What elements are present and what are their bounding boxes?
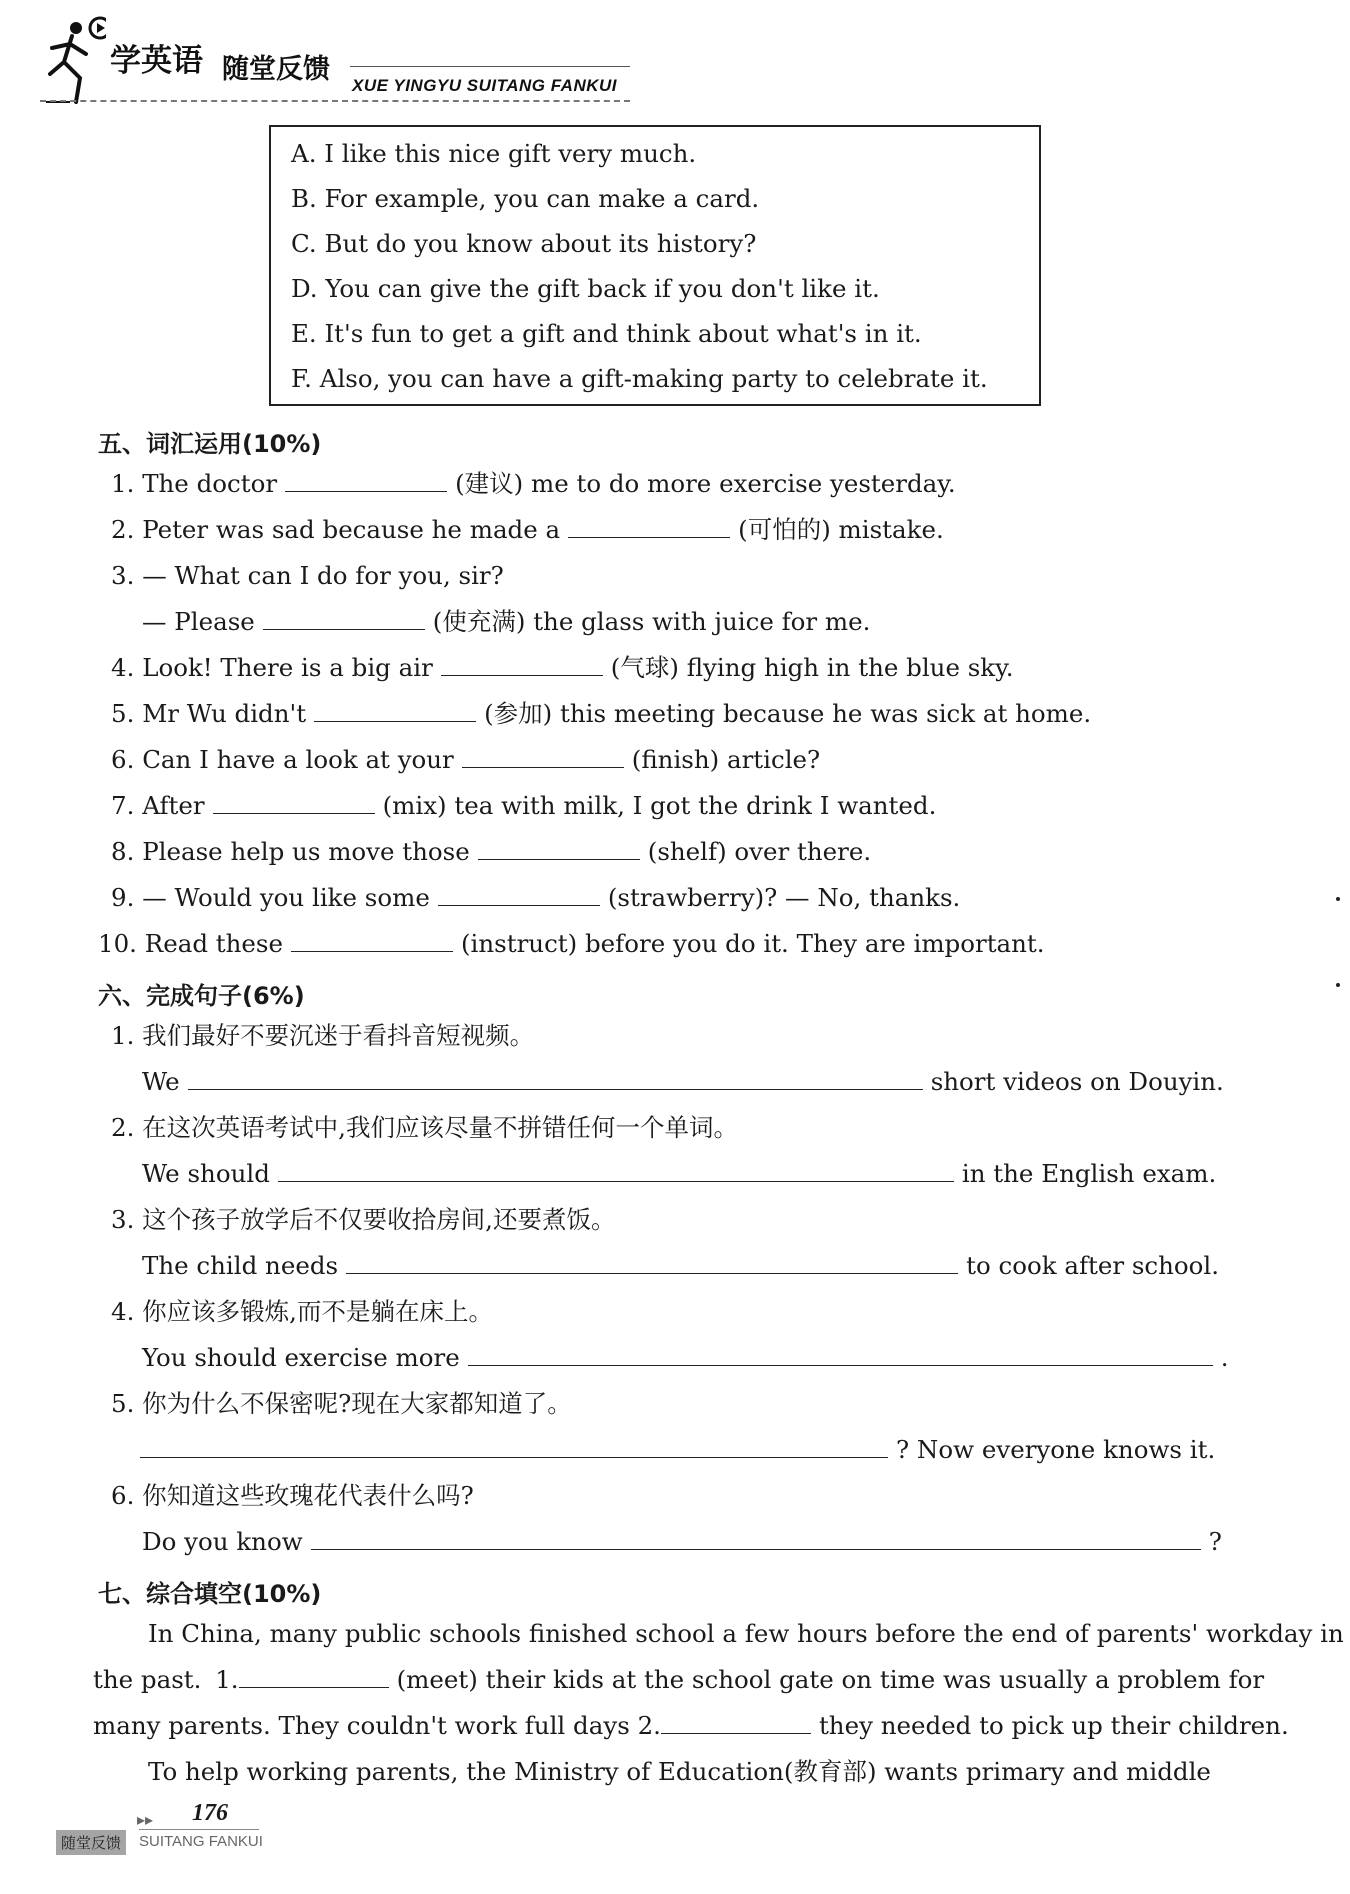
- vocab-item-6: [111, 745, 820, 775]
- sentence-stem: You should exercise more: [142, 1343, 460, 1372]
- item-text-after: (instruct) before you do it. They are important.: [461, 929, 1045, 958]
- vocab-item-10: [98, 929, 1045, 959]
- page-number: 176: [192, 1800, 228, 1826]
- item-number: 2.: [111, 515, 135, 544]
- item-number: 4.: [111, 653, 135, 682]
- answer-blank[interactable]: [188, 1067, 923, 1090]
- cloze-text: (meet) their kids at the school gate on time was usually a problem for: [396, 1665, 1265, 1694]
- vocab-item-1: [111, 469, 956, 499]
- option-f: F. Also, you can have a gift-making party to celebrate it.: [291, 364, 988, 393]
- header-title-en: XUE YINGYU SUITANG FANKUI: [352, 76, 618, 95]
- footer-label-en: SUITANG FANKUI: [139, 1833, 263, 1850]
- sentence-tail: .: [1220, 1343, 1229, 1372]
- header-title-cn: 学英语: [110, 43, 203, 79]
- item-number: 10.: [98, 929, 137, 958]
- item-text-before: Look! There is a big air: [142, 653, 433, 682]
- vocab-item-8: [111, 837, 871, 867]
- answer-blank[interactable]: [346, 1251, 958, 1274]
- answer-blank[interactable]: [441, 653, 603, 676]
- cloze-blank-1[interactable]: [239, 1665, 389, 1688]
- header-swoosh: [350, 66, 630, 67]
- answer-blank[interactable]: [468, 1343, 1213, 1366]
- item-number: 1.: [111, 469, 135, 498]
- sentence-stem: The child needs: [142, 1251, 339, 1280]
- item-text-after: (参加) this meeting because he was sick at home.: [484, 699, 1092, 728]
- item-number: 8.: [111, 837, 135, 866]
- vocab-item-3-answer: [142, 607, 870, 637]
- answer-blank[interactable]: [314, 699, 476, 722]
- footer-label-cn: 随堂反馈: [56, 1830, 126, 1855]
- sentence-tail: ?: [1208, 1527, 1222, 1556]
- item-number: 3.: [111, 561, 135, 590]
- sentence-3-answer: [142, 1251, 1219, 1281]
- vocab-item-5: [111, 699, 1091, 729]
- item-text-before: After: [142, 791, 205, 820]
- sentence-3-prompt: 3. 这个孩子放学后不仅要收拾房间,还要煮饭。: [111, 1205, 616, 1234]
- item-text-after: (建议) me to do more exercise yesterday.: [455, 469, 956, 498]
- option-a: A. I like this nice gift very much.: [291, 139, 697, 168]
- item-text-before: Peter was sad because he made a: [142, 515, 561, 544]
- item-text-before: — Please: [142, 607, 255, 636]
- cloze-text: many parents. They couldn't work full days: [93, 1711, 630, 1740]
- item-number: 6.: [111, 745, 135, 774]
- vocab-item-4: [111, 653, 1014, 683]
- section-7-title: 七、综合填空(10%): [98, 1580, 322, 1608]
- option-b: B. For example, you can make a card.: [291, 184, 760, 213]
- item-text-before: — Would you like some: [142, 883, 430, 912]
- sentence-2-prompt: 2. 在这次英语考试中,我们应该尽量不拼错任何一个单词。: [111, 1113, 738, 1142]
- section-5-title: 五、词汇运用(10%): [98, 430, 322, 458]
- cloze-blank-2[interactable]: [661, 1711, 811, 1734]
- answer-blank[interactable]: [311, 1527, 1201, 1550]
- sentence-1-answer: [142, 1067, 1224, 1097]
- sentence-2-answer: [142, 1159, 1216, 1189]
- item-text-after: (可怕的) mistake.: [738, 515, 944, 544]
- runner-play-icon: [40, 14, 106, 106]
- answer-blank[interactable]: [278, 1159, 954, 1182]
- cloze-line-1: In China, many public schools finished school a few hours before the end of parents' workday in: [148, 1619, 1344, 1648]
- cloze-text: the past.: [93, 1665, 202, 1694]
- option-d: D. You can give the gift back if you don't like it.: [291, 274, 880, 303]
- sentence-stem: We: [142, 1067, 180, 1096]
- cloze-number: 2.: [637, 1711, 661, 1740]
- answer-blank[interactable]: [140, 1435, 888, 1458]
- answer-blank[interactable]: [263, 607, 425, 630]
- answer-blank[interactable]: [568, 515, 730, 538]
- header-divider: [40, 100, 630, 102]
- sentence-tail: to cook after school.: [966, 1251, 1220, 1280]
- item-text-before: Read these: [144, 929, 283, 958]
- answer-blank[interactable]: [291, 929, 453, 952]
- answer-blank[interactable]: [438, 883, 600, 906]
- option-c: C. But do you know about its history?: [291, 229, 757, 258]
- vocab-item-9: [111, 883, 960, 913]
- sentence-tail: in the English exam.: [961, 1159, 1217, 1188]
- scan-mark: [1336, 897, 1340, 901]
- header-subtitle-cn: 随堂反馈: [222, 54, 330, 85]
- cloze-line-4: To help working parents, the Ministry of Education(教育部) wants primary and middle: [148, 1757, 1211, 1786]
- sentence-stem: We should: [142, 1159, 270, 1188]
- section-6-title: 六、完成句子(6%): [98, 982, 305, 1010]
- options-box: [269, 125, 1041, 406]
- cloze-line-3: [93, 1711, 1289, 1741]
- item-text-before: The doctor: [142, 469, 278, 498]
- answer-blank[interactable]: [213, 791, 375, 814]
- item-text-after: (shelf) over there.: [647, 837, 872, 866]
- item-text-after: (mix) tea with milk, I got the drink I wanted.: [382, 791, 937, 820]
- item-text-before: Please help us move those: [142, 837, 470, 866]
- answer-blank[interactable]: [285, 469, 447, 492]
- sentence-6-prompt: 6. 你知道这些玫瑰花代表什么吗?: [111, 1481, 474, 1510]
- vocab-item-3: [111, 561, 504, 591]
- item-number: 9.: [111, 883, 135, 912]
- footer-arrows-icon: ▸▸: [137, 1810, 154, 1829]
- cloze-number: 1.: [215, 1665, 239, 1694]
- item-text-after: (气球) flying high in the blue sky.: [610, 653, 1014, 682]
- sentence-tail: ? Now everyone knows it.: [896, 1435, 1216, 1464]
- cloze-text: they needed to pick up their children.: [818, 1711, 1289, 1740]
- footer-divider: [139, 1829, 259, 1830]
- sentence-4-answer: [142, 1343, 1228, 1373]
- item-text-after: (strawberry)? — No, thanks.: [607, 883, 961, 912]
- answer-blank[interactable]: [462, 745, 624, 768]
- sentence-6-answer: [142, 1527, 1222, 1557]
- sentence-tail: short videos on Douyin.: [930, 1067, 1224, 1096]
- cloze-line-2: [93, 1665, 1264, 1695]
- answer-blank[interactable]: [478, 837, 640, 860]
- sentence-4-prompt: 4. 你应该多锻炼,而不是躺在床上。: [111, 1297, 493, 1326]
- item-text-after: (finish) article?: [631, 745, 821, 774]
- item-text-before: Can I have a look at your: [142, 745, 454, 774]
- vocab-item-2: [111, 515, 944, 545]
- option-e: E. It's fun to get a gift and think about what's in it.: [291, 319, 922, 348]
- item-number: 7.: [111, 791, 135, 820]
- item-text-before: Mr Wu didn't: [142, 699, 307, 728]
- item-number: 5.: [111, 699, 135, 728]
- sentence-5-answer: [132, 1435, 1215, 1465]
- item-text-before: — What can I do for you, sir?: [142, 561, 504, 590]
- item-text-after: (使充满) the glass with juice for me.: [432, 607, 871, 636]
- vocab-item-7: [111, 791, 936, 821]
- scan-mark: [1336, 983, 1340, 987]
- sentence-1-prompt: 1. 我们最好不要沉迷于看抖音短视频。: [111, 1021, 535, 1050]
- sentence-stem: Do you know: [142, 1527, 303, 1556]
- sentence-5-prompt: 5. 你为什么不保密呢?现在大家都知道了。: [111, 1389, 572, 1418]
